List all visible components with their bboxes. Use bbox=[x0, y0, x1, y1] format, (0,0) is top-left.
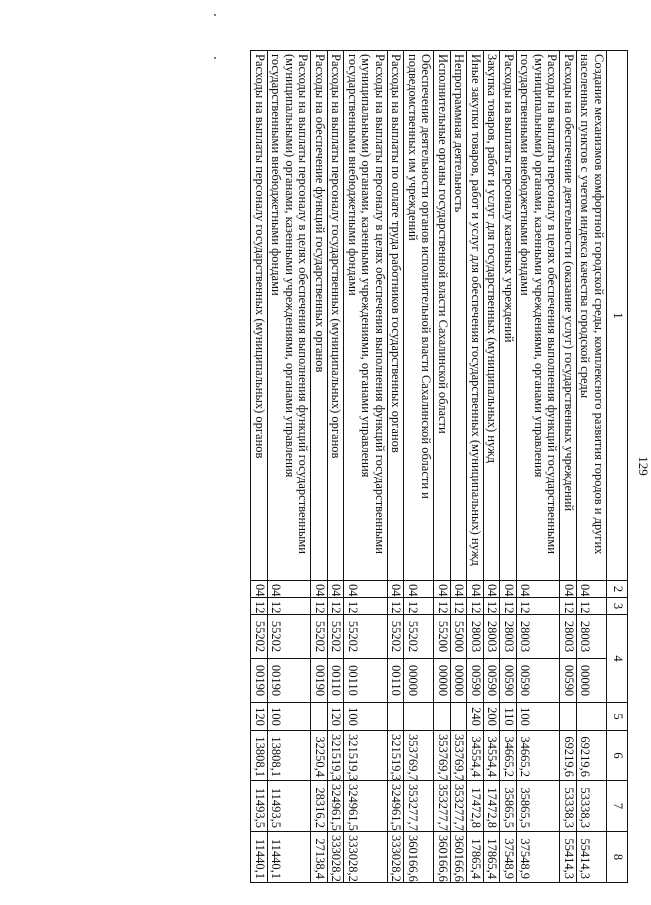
page-number: 129 bbox=[636, 456, 651, 476]
target-article-subcode-cell: 00190 bbox=[311, 659, 328, 703]
target-article-subcode-cell: 00590 bbox=[560, 659, 577, 703]
section-code-cell: 04 bbox=[577, 581, 607, 598]
target-article-code-cell: 28003 bbox=[500, 615, 517, 659]
section-code-cell: 04 bbox=[467, 581, 484, 598]
amount-year2-cell: 53338,3 bbox=[560, 781, 577, 832]
header-cell: 8 bbox=[607, 832, 628, 883]
table-row bbox=[328, 51, 345, 883]
amount-year1-cell: 34665,2 bbox=[500, 731, 517, 781]
header-cell: 5 bbox=[607, 703, 628, 731]
amount-year1-cell: 353769,7 bbox=[404, 731, 434, 781]
row-name-cell: Создание механизмов комфортной городской среды, комплексного развития городов и других населенных пунктов с учетом индекса качества городской среды bbox=[577, 51, 607, 581]
header-cell: 2 bbox=[607, 581, 628, 598]
row-name-cell: Расходы на выплаты персоналу в целях обеспечения выполнения функций государственными (муниципальными) органами, казенными учреждениями, органами управления государственными внебюджетными фондами bbox=[517, 51, 561, 581]
table-row bbox=[251, 51, 268, 883]
target-article-subcode-cell: 00190 bbox=[251, 659, 268, 703]
subsection-code-cell: 12 bbox=[328, 598, 345, 615]
section-code-cell: 04 bbox=[251, 581, 268, 598]
section-code-cell: 04 bbox=[484, 581, 501, 598]
expense-type-cell: 110 bbox=[500, 703, 517, 731]
target-article-code-cell: 55000 bbox=[451, 615, 468, 659]
table-row bbox=[434, 51, 451, 883]
amount-year3-cell: 360166,6 bbox=[451, 832, 468, 883]
table-row bbox=[517, 51, 561, 883]
target-article-code-cell: 55202 bbox=[344, 615, 388, 659]
target-article-code-cell: 55202 bbox=[404, 615, 434, 659]
expense-type-cell bbox=[388, 703, 405, 731]
amount-year2-cell: 35865,5 bbox=[500, 781, 517, 832]
section-code-cell: 04 bbox=[328, 581, 345, 598]
amount-year1-cell: 13808,1 bbox=[268, 731, 312, 781]
target-article-subcode-cell: 00110 bbox=[344, 659, 388, 703]
table-header-row bbox=[607, 51, 628, 883]
table-row bbox=[311, 51, 328, 883]
subsection-code-cell: 12 bbox=[517, 598, 561, 615]
subsection-code-cell: 12 bbox=[560, 598, 577, 615]
header-cell: 1 bbox=[607, 51, 628, 581]
amount-year2-cell: 11493,5 bbox=[251, 781, 268, 832]
subsection-code-cell: 12 bbox=[404, 598, 434, 615]
row-name-cell: Обеспечение деятельности органов исполнительной власти Сахалинской области и подведомственных им учреждений bbox=[404, 51, 434, 581]
row-name-cell: Непрограммная деятельность bbox=[451, 51, 468, 581]
amount-year3-cell: 27138,4 bbox=[311, 832, 328, 883]
target-article-subcode-cell: 00110 bbox=[328, 659, 345, 703]
row-name-cell: Расходы на обеспечение деятельности (оказание услуг) государственных учреждений bbox=[560, 51, 577, 581]
section-code-cell: 04 bbox=[434, 581, 451, 598]
table-row bbox=[484, 51, 501, 883]
target-article-code-cell: 28003 bbox=[517, 615, 561, 659]
amount-year3-cell: 333028,2 bbox=[388, 832, 405, 883]
target-article-subcode-cell: 00000 bbox=[404, 659, 434, 703]
amount-year1-cell: 34665,2 bbox=[517, 731, 561, 781]
section-code-cell: 04 bbox=[451, 581, 468, 598]
expense-type-cell bbox=[404, 703, 434, 731]
amount-year1-cell: 321519,3 bbox=[388, 731, 405, 781]
target-article-subcode-cell: 00590 bbox=[500, 659, 517, 703]
amount-year1-cell: 321519,3 bbox=[344, 731, 388, 781]
header-cell: 6 bbox=[607, 731, 628, 781]
row-name-cell: Расходы на выплаты персоналу казенных учреждений bbox=[500, 51, 517, 581]
amount-year1-cell: 353769,7 bbox=[434, 731, 451, 781]
header-cell: 3 bbox=[607, 598, 628, 615]
expense-type-cell bbox=[560, 703, 577, 731]
amount-year3-cell: 37548,9 bbox=[517, 832, 561, 883]
amount-year1-cell: 13808,1 bbox=[251, 731, 268, 781]
expense-type-cell: 240 bbox=[467, 703, 484, 731]
expense-type-cell: 200 bbox=[484, 703, 501, 731]
amount-year1-cell: 34554,4 bbox=[484, 731, 501, 781]
amount-year1-cell: 321519,3 bbox=[328, 731, 345, 781]
amount-year1-cell: 69219,6 bbox=[560, 731, 577, 781]
scan-speck bbox=[214, 14, 216, 16]
expense-type-cell bbox=[577, 703, 607, 731]
subsection-code-cell: 12 bbox=[467, 598, 484, 615]
amount-year1-cell: 69219,6 bbox=[577, 731, 607, 781]
subsection-code-cell: 12 bbox=[388, 598, 405, 615]
budget-table bbox=[251, 50, 629, 883]
subsection-code-cell: 12 bbox=[451, 598, 468, 615]
subsection-code-cell: 12 bbox=[344, 598, 388, 615]
section-code-cell: 04 bbox=[344, 581, 388, 598]
amount-year1-cell: 32250,4 bbox=[311, 731, 328, 781]
table-row bbox=[560, 51, 577, 883]
target-article-subcode-cell: 00000 bbox=[434, 659, 451, 703]
row-name-cell: Закупка товаров, работ и услуг для государственных (муниципальных) нужд bbox=[484, 51, 501, 581]
amount-year2-cell: 17472,8 bbox=[484, 781, 501, 832]
subsection-code-cell: 12 bbox=[311, 598, 328, 615]
table-row bbox=[344, 51, 388, 883]
subsection-code-cell: 12 bbox=[500, 598, 517, 615]
expense-type-cell: 100 bbox=[268, 703, 312, 731]
expense-type-cell: 120 bbox=[251, 703, 268, 731]
table-row bbox=[467, 51, 484, 883]
amount-year3-cell: 333028,2 bbox=[328, 832, 345, 883]
amount-year1-cell: 34554,4 bbox=[467, 731, 484, 781]
amount-year2-cell: 28316,2 bbox=[311, 781, 328, 832]
table-row bbox=[268, 51, 312, 883]
section-code-cell: 04 bbox=[560, 581, 577, 598]
expense-type-cell bbox=[311, 703, 328, 731]
amount-year3-cell: 17865,4 bbox=[484, 832, 501, 883]
subsection-code-cell: 12 bbox=[268, 598, 312, 615]
section-code-cell: 04 bbox=[404, 581, 434, 598]
target-article-code-cell: 55202 bbox=[268, 615, 312, 659]
section-code-cell: 04 bbox=[311, 581, 328, 598]
amount-year2-cell: 17472,8 bbox=[467, 781, 484, 832]
target-article-code-cell: 28003 bbox=[467, 615, 484, 659]
row-name-cell: Расходы на выплаты по оплате труда работников государственных органов bbox=[388, 51, 405, 581]
table-row bbox=[404, 51, 434, 883]
amount-year2-cell: 353277,7 bbox=[451, 781, 468, 832]
section-code-cell: 04 bbox=[500, 581, 517, 598]
amount-year3-cell: 55414,3 bbox=[560, 832, 577, 883]
amount-year3-cell: 360166,6 bbox=[404, 832, 434, 883]
amount-year3-cell: 333028,2 bbox=[344, 832, 388, 883]
target-article-subcode-cell: 00590 bbox=[517, 659, 561, 703]
expense-type-cell: 100 bbox=[344, 703, 388, 731]
amount-year3-cell: 37548,9 bbox=[500, 832, 517, 883]
table-row bbox=[500, 51, 517, 883]
rotated-table-container bbox=[251, 50, 651, 882]
amount-year3-cell: 11440,1 bbox=[268, 832, 312, 883]
row-name-cell: Расходы на выплаты персоналу государственных (муниципальных) органов bbox=[251, 51, 268, 581]
expense-type-cell: 120 bbox=[328, 703, 345, 731]
target-article-code-cell: 55202 bbox=[328, 615, 345, 659]
target-article-code-cell: 28003 bbox=[577, 615, 607, 659]
row-name-cell: Иные закупки товаров, работ и услуг для обеспечения государственных (муниципальных) нужд bbox=[467, 51, 484, 581]
expense-type-cell: 100 bbox=[517, 703, 561, 731]
amount-year3-cell: 17865,4 bbox=[467, 832, 484, 883]
amount-year2-cell: 324961,5 bbox=[388, 781, 405, 832]
subsection-code-cell: 12 bbox=[484, 598, 501, 615]
subsection-code-cell: 12 bbox=[577, 598, 607, 615]
table-row bbox=[451, 51, 468, 883]
row-name-cell: Расходы на выплаты персоналу в целях обеспечения выполнения функций государственными (муниципальными) органами, казенными учреждениями, органами управления государственными внебюджетными фондами bbox=[344, 51, 388, 581]
scan-speck bbox=[214, 57, 216, 59]
amount-year2-cell: 353277,7 bbox=[404, 781, 434, 832]
amount-year2-cell: 11493,5 bbox=[268, 781, 312, 832]
amount-year2-cell: 53338,3 bbox=[577, 781, 607, 832]
target-article-subcode-cell: 00590 bbox=[467, 659, 484, 703]
row-name-cell: Расходы на обеспечение функций государственных органов bbox=[311, 51, 328, 581]
target-article-code-cell: 28003 bbox=[484, 615, 501, 659]
header-cell: 7 bbox=[607, 781, 628, 832]
target-article-subcode-cell: 00590 bbox=[484, 659, 501, 703]
section-code-cell: 04 bbox=[268, 581, 312, 598]
target-article-code-cell: 55202 bbox=[311, 615, 328, 659]
expense-type-cell bbox=[451, 703, 468, 731]
amount-year3-cell: 11440,1 bbox=[251, 832, 268, 883]
subsection-code-cell: 12 bbox=[251, 598, 268, 615]
target-article-subcode-cell: 00110 bbox=[388, 659, 405, 703]
amount-year2-cell: 353277,7 bbox=[434, 781, 451, 832]
target-article-code-cell: 55202 bbox=[388, 615, 405, 659]
row-name-cell: Исполнительные органы государственной власти Сахалинской области bbox=[434, 51, 451, 581]
target-article-code-cell: 55202 bbox=[251, 615, 268, 659]
subsection-code-cell: 12 bbox=[434, 598, 451, 615]
amount-year3-cell: 55414,3 bbox=[577, 832, 607, 883]
target-article-subcode-cell: 00000 bbox=[577, 659, 607, 703]
amount-year1-cell: 353769,7 bbox=[451, 731, 468, 781]
table-row bbox=[388, 51, 405, 883]
header-cell: 4 bbox=[607, 615, 628, 703]
target-article-subcode-cell: 00000 bbox=[451, 659, 468, 703]
section-code-cell: 04 bbox=[388, 581, 405, 598]
row-name-cell: Расходы на выплаты персоналу государственных (муниципальных) органов bbox=[328, 51, 345, 581]
table-row bbox=[577, 51, 607, 883]
amount-year3-cell: 360166,6 bbox=[434, 832, 451, 883]
amount-year2-cell: 35865,5 bbox=[517, 781, 561, 832]
target-article-subcode-cell: 00190 bbox=[268, 659, 312, 703]
row-name-cell: Расходы на выплаты персоналу в целях обеспечения выполнения функций государственными (муниципальными) органами, казенными учреждениями, органами управления государственными внебюджетными фондами bbox=[268, 51, 312, 581]
target-article-code-cell: 28003 bbox=[560, 615, 577, 659]
amount-year2-cell: 324961,5 bbox=[328, 781, 345, 832]
section-code-cell: 04 bbox=[517, 581, 561, 598]
target-article-code-cell: 55200 bbox=[434, 615, 451, 659]
amount-year2-cell: 324961,5 bbox=[344, 781, 388, 832]
expense-type-cell bbox=[434, 703, 451, 731]
